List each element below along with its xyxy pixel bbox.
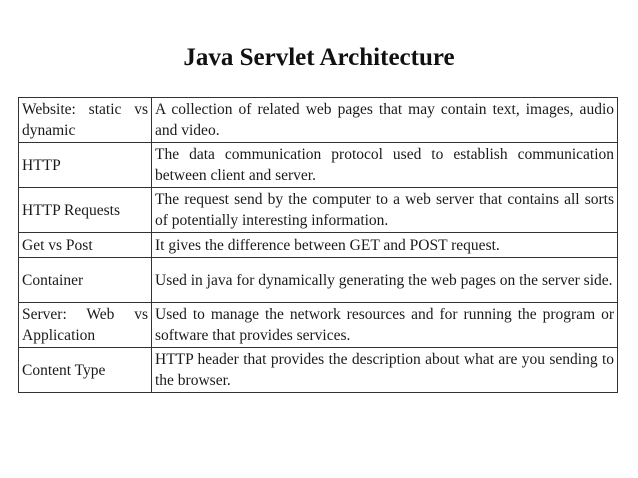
terms-table xyxy=(18,97,618,393)
table-row xyxy=(19,233,618,258)
term-cell: Container xyxy=(19,258,152,303)
definition-cell: It gives the difference between GET and POST request. xyxy=(152,233,618,258)
term-cell: Website: static vs dynamic xyxy=(19,98,152,143)
definition-cell: The request send by the computer to a web server that contains all sorts of potentially interesting information. xyxy=(152,188,618,233)
table-row xyxy=(19,188,618,233)
term-cell: HTTP Requests xyxy=(19,188,152,233)
table-row xyxy=(19,143,618,188)
definition-cell: The data communication protocol used to establish communication between client and server. xyxy=(152,143,618,188)
table-row xyxy=(19,303,618,348)
term-cell: Server: Web vs Application xyxy=(19,303,152,348)
table-row xyxy=(19,348,618,393)
term-cell: Content Type xyxy=(19,348,152,393)
table-row xyxy=(19,98,618,143)
table-row xyxy=(19,258,618,303)
definition-cell: A collection of related web pages that may contain text, images, audio and video. xyxy=(152,98,618,143)
term-cell: Get vs Post xyxy=(19,233,152,258)
definition-cell: Used in java for dynamically generating the web pages on the server side. xyxy=(152,258,618,303)
term-cell: HTTP xyxy=(19,143,152,188)
page-title: Java Servlet Architecture xyxy=(183,44,455,71)
definition-cell: Used to manage the network resources and for running the program or software that provides services. xyxy=(152,303,618,348)
definition-cell: HTTP header that provides the description about what are you sending to the browser. xyxy=(152,348,618,393)
